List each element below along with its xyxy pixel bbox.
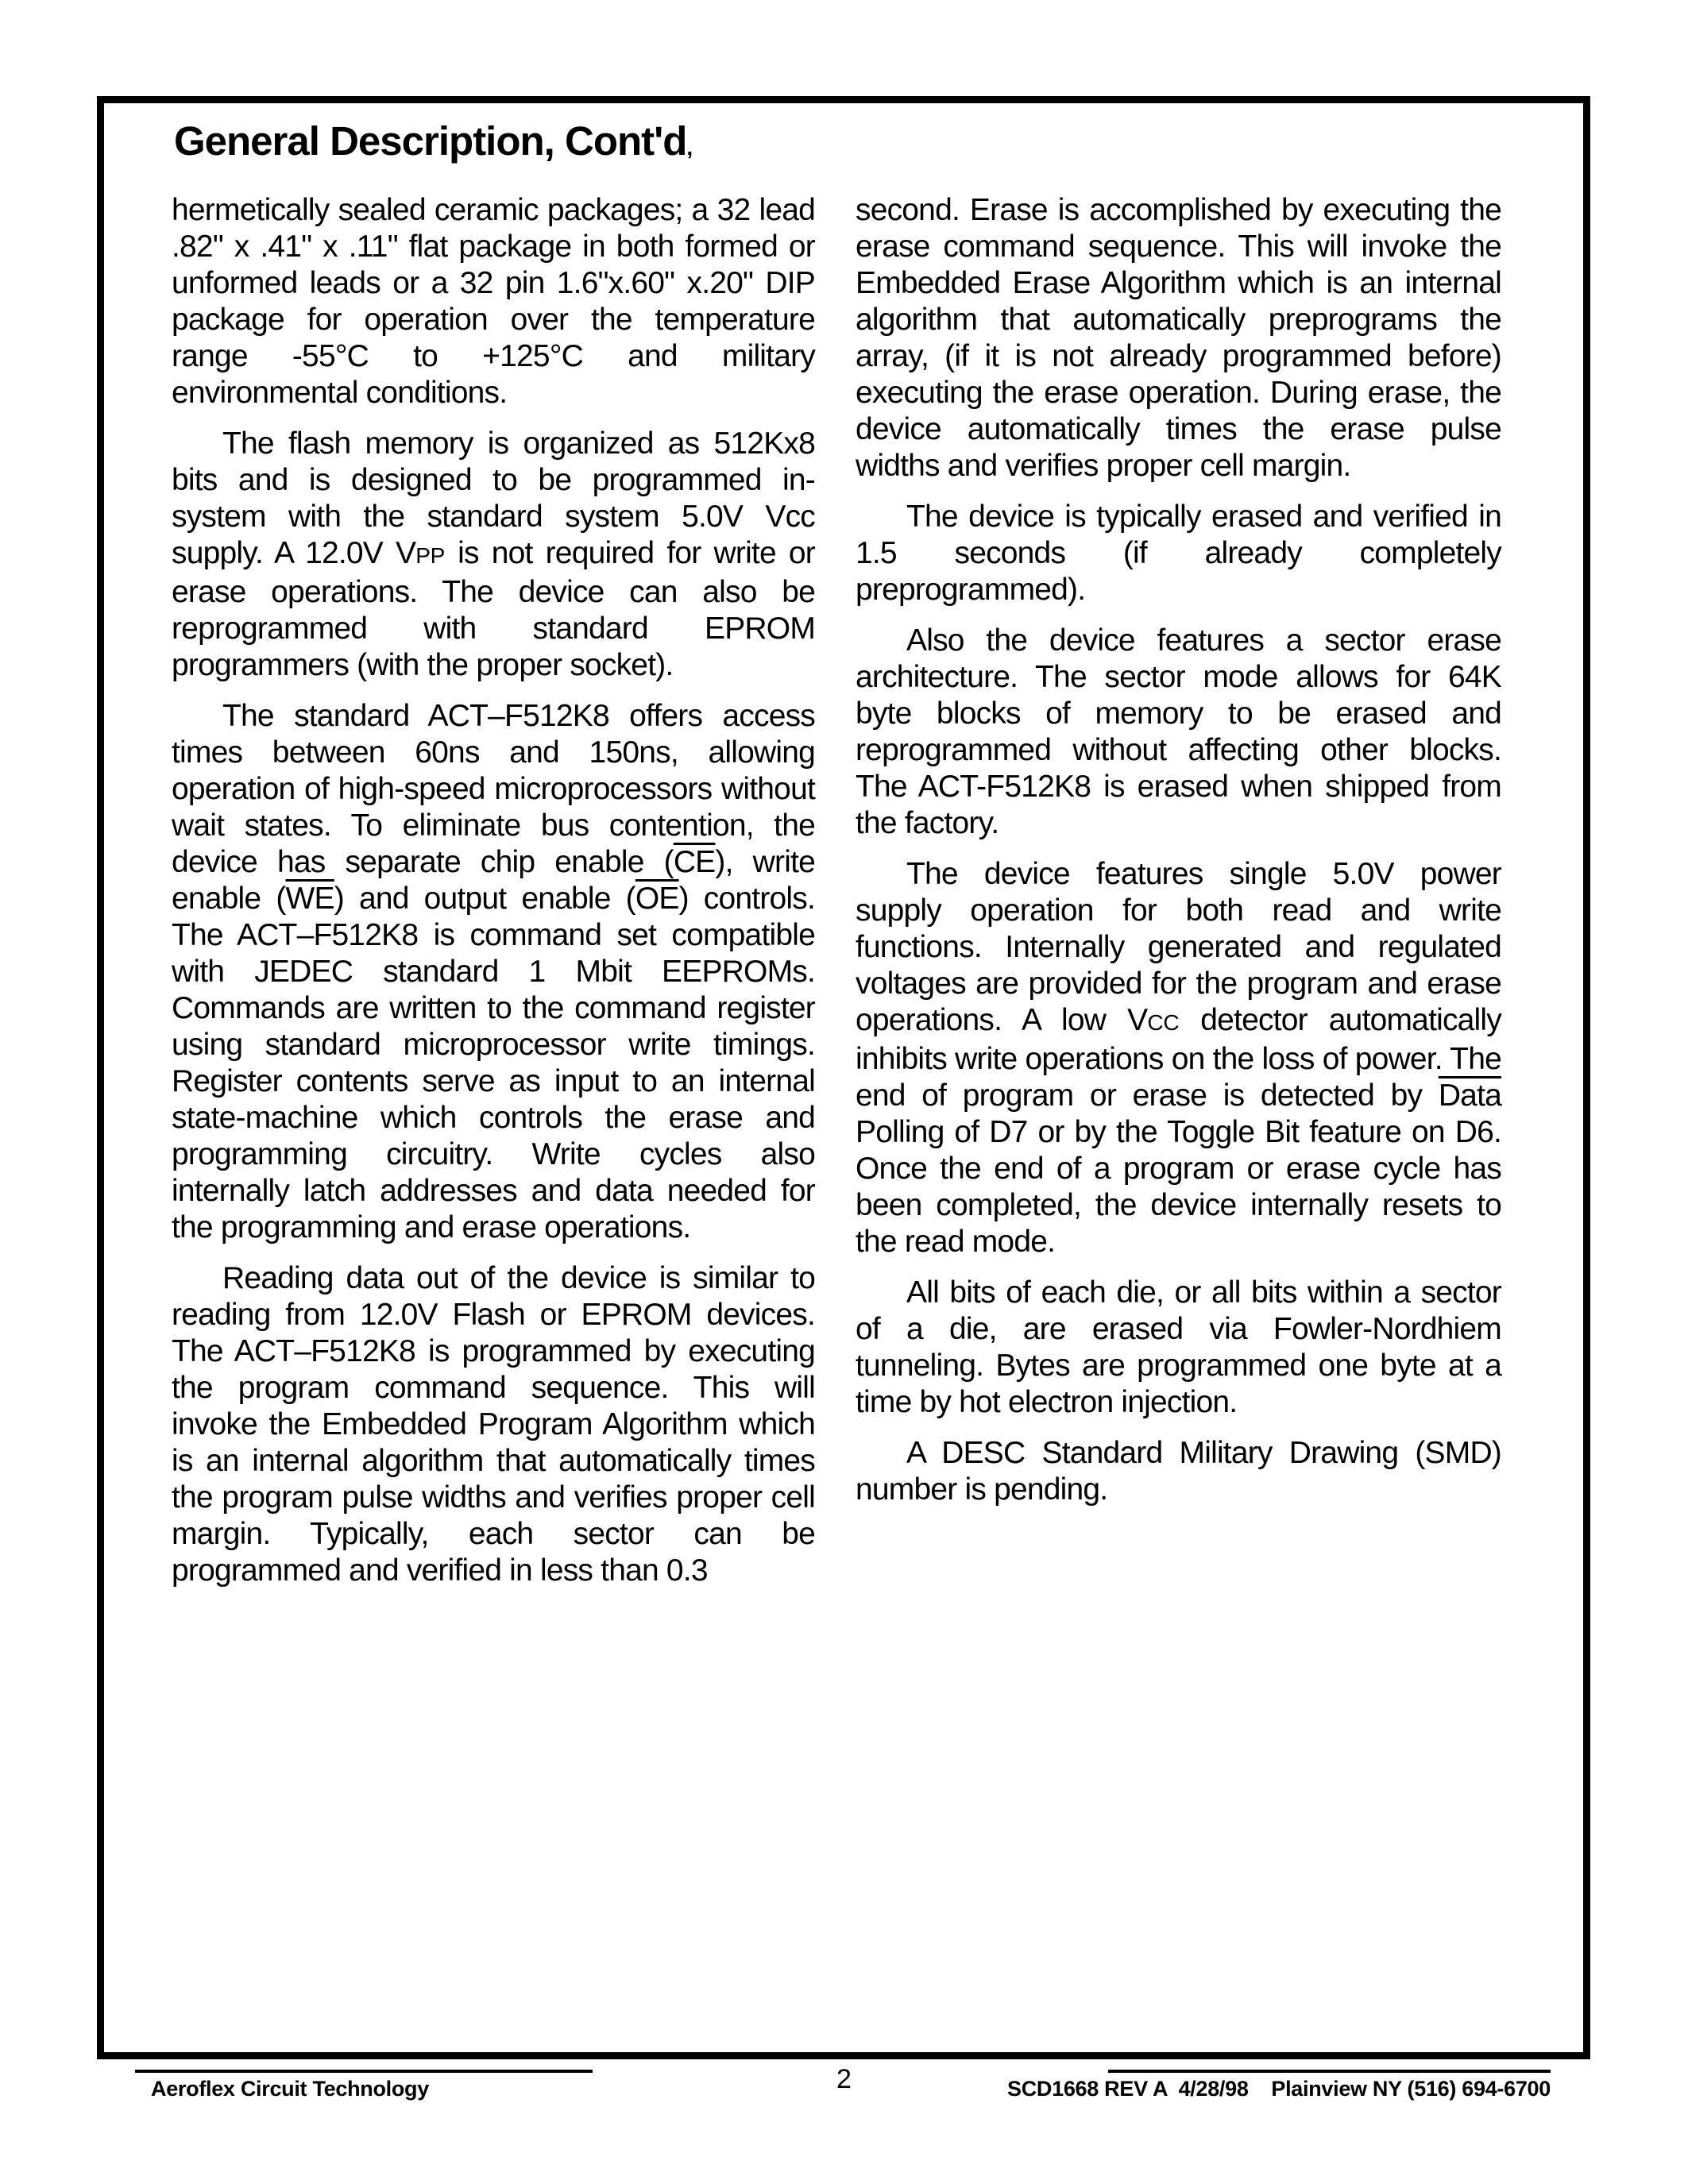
text-segment: CC bbox=[1147, 1010, 1180, 1035]
text-segment: hermetically sealed ceramic packages; a 32 lead .82" x .41" x .11" flat package in both formed or unformed leads or a 32 pin 1.6"x.60" x.20" DIP package for operation over the temperature range -55°C to +125°C and military environmental conditions. bbox=[172, 193, 815, 410]
text-segment: detector automatically inhibits write operations on the loss of power. The end of program or erase is detected by bbox=[856, 1003, 1501, 1113]
text-segment: PP bbox=[415, 543, 446, 568]
text-segment: The flash memory is organized as 512Kx8 bits and is designed to be programmed in-system with the standard system 5.0V Vcc supply. A 12.0V V bbox=[172, 426, 815, 570]
overline-signal-name: $\overline{CE}$ bbox=[673, 845, 716, 879]
text-segment: ), write enable ( bbox=[172, 845, 815, 916]
text-segment: All bits of each die, or all bits within a sector of a die, are erased via Fowler-Nordhiem tunneling. Bytes are programmed one byte at a time by hot electron injection. bbox=[856, 1275, 1501, 1419]
overline-signal-name: $\overline{OE}$ bbox=[635, 882, 679, 916]
text-segment: A DESC Standard Military Drawing (SMD) number is pending. bbox=[856, 1436, 1501, 1507]
footer-doc-info: SCD1668 REV A 4/28/98 Plainview NY (516) 694-6700 bbox=[1007, 2077, 1551, 2101]
paragraph bbox=[856, 499, 1501, 608]
paragraph bbox=[172, 1260, 815, 1589]
text-segment: General Description, Cont'd bbox=[174, 118, 687, 164]
page-title bbox=[174, 118, 692, 164]
footer-company: Aeroflex Circuit Technology bbox=[151, 2077, 429, 2101]
paragraph bbox=[856, 623, 1501, 842]
overline-signal-name: Data bbox=[1438, 1078, 1501, 1113]
text-segment: Also the device features a sector erase architecture. The sector mode allows for 64K byte blocks of memory to be erased and reprogrammed without affecting other blocks. The ACT-F512K8 is erased when shipped from the factory. bbox=[856, 623, 1501, 840]
text-segment: The standard ACT–F512K8 offers access times between 60ns and 150ns, allowing operation of high-speed microprocessors without wait states. To eliminate bus contention, the device has separate chip enable ( bbox=[172, 699, 815, 879]
text-segment: ) controls. The ACT–F512K8 is command set compatible with JEDEC standard 1 Mbit EEPROMs. Commands are written to the command register using standard microprocessor write timings. Register contents serve as input to an internal state-machine which controls the erase and programming circuitry. Write cycles also internally latch addresses and data needed for the programming and erase operations. bbox=[172, 882, 815, 1244]
paragraph bbox=[172, 698, 815, 1246]
overline-signal-name: $\overline{WE}$ bbox=[285, 882, 334, 916]
text-segment: , bbox=[686, 135, 693, 160]
right-column bbox=[856, 192, 1501, 1508]
text-segment: ) and output enable ( bbox=[334, 882, 635, 916]
paragraph bbox=[856, 856, 1501, 1260]
text-segment: is not required for write or erase operations. The device can also be reprogrammed with standard EPROM programmers (with the proper socket). bbox=[172, 536, 815, 682]
text-segment: The device is typically erased and verified in 1.5 seconds (if already completely preprogrammed). bbox=[856, 500, 1501, 607]
paragraph bbox=[856, 1275, 1501, 1421]
paragraph bbox=[856, 1435, 1501, 1508]
text-segment: Reading data out of the device is similar to reading from 12.0V Flash or EPROM devices. The ACT–F512K8 is programmed by executing the program command sequence. This will invoke the Embedded Program Algorithm which is an internal algorithm that automatically times the program pulse widths and verifies proper cell margin. Typically, each sector can be programmed and verified in less than 0.3 bbox=[172, 1261, 815, 1588]
paragraph bbox=[856, 192, 1501, 484]
paragraph bbox=[172, 192, 815, 411]
text-segment: second. Erase is accomplished by executing the erase command sequence. This will invoke the Embedded Erase Algorithm which is an internal algorithm that automatically preprograms the array, (if it is not already programmed before) executing the erase operation. During erase, the device automatically times the erase pulse widths and verifies proper cell margin. bbox=[856, 193, 1501, 483]
left-column bbox=[172, 192, 815, 1589]
page-number: 2 bbox=[836, 2064, 852, 2094]
text-segment: Polling of D7 or by the Toggle Bit feature on D6. Once the end of a program or erase cycle has been completed, the device internally resets to the read mode. bbox=[856, 1115, 1501, 1259]
paragraph bbox=[172, 426, 815, 684]
text-segment: The device features single 5.0V power supply operation for both read and write functions. Internally generated and regulated voltages are provided for the program and erase operations. A low V bbox=[856, 857, 1501, 1037]
